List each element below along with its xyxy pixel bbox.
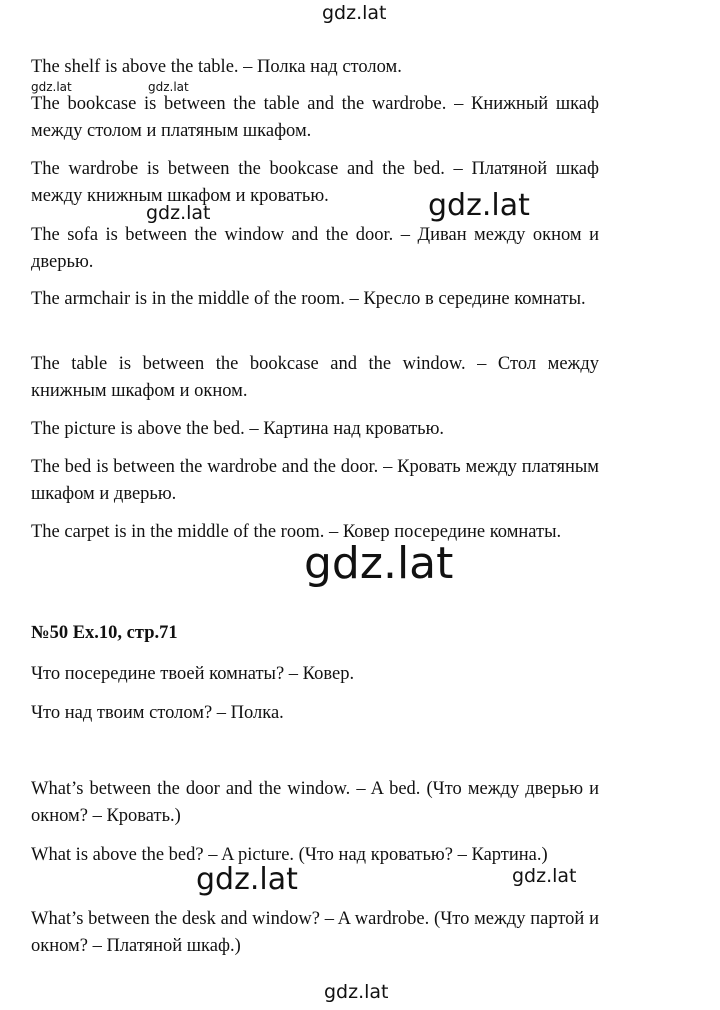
watermark-tiny-right: gdz.lat xyxy=(148,80,189,94)
question-door-window: What’s between the door and the window. – A bed. (Что между дверью и окном? – Кровать.) xyxy=(31,779,599,826)
watermark-tiny-left: gdz.lat xyxy=(31,80,72,94)
answer-carpet: Что посередине твоей комнаты? – Ковер. xyxy=(31,664,355,684)
sentence-picture: The picture is above the bed. – Картина над кроватью. xyxy=(31,419,445,439)
watermark-mid-1: gdz.lat xyxy=(428,188,530,223)
sentence-table: The table is between the bookcase and the window. – Стол между книжным шкафом и окном. xyxy=(31,354,599,401)
watermark-bottom: gdz.lat xyxy=(324,981,389,1003)
sentence-armchair: The armchair is in the middle of the room. – Кресло в середине комнаты. xyxy=(31,289,586,309)
answer-shelf: Что над твоим столом? – Полка. xyxy=(31,703,284,723)
sentence-carpet: The carpet is in the middle of the room. – Ковер посередине комнаты. xyxy=(31,522,562,542)
sentence-wardrobe: The wardrobe is between the bookcase and the bed. – Платяной шкаф между книжным шкафом и кроватью. xyxy=(31,159,599,206)
watermark-top: gdz.lat xyxy=(322,2,387,24)
watermark-small-2: gdz.lat xyxy=(512,865,577,887)
sentence-sofa: The sofa is between the window and the door. – Диван между окном и дверью. xyxy=(31,225,599,272)
sentence-bed: The bed is between the wardrobe and the door. – Кровать между платяным шкафом и дверью. xyxy=(31,457,599,504)
question-above-bed: What is above the bed? – A picture. (Что над кроватью? – Картина.) xyxy=(31,845,548,865)
question-desk-window: What’s between the desk and window? – A wardrobe. (Что между партой и окном? – Платяной шкаф.) xyxy=(31,909,599,956)
exercise-heading: №50 Ex.10, стр.71 xyxy=(31,623,178,643)
watermark-big: gdz.lat xyxy=(304,538,454,589)
watermark-mid-2: gdz.lat xyxy=(196,862,298,897)
watermark-small-1: gdz.lat xyxy=(146,202,211,224)
sentence-shelf: The shelf is above the table. – Полка над столом. xyxy=(31,57,402,77)
sentence-bookcase: The bookcase is between the table and the wardrobe. – Книжный шкаф между столом и платяным шкафом. xyxy=(31,94,599,141)
